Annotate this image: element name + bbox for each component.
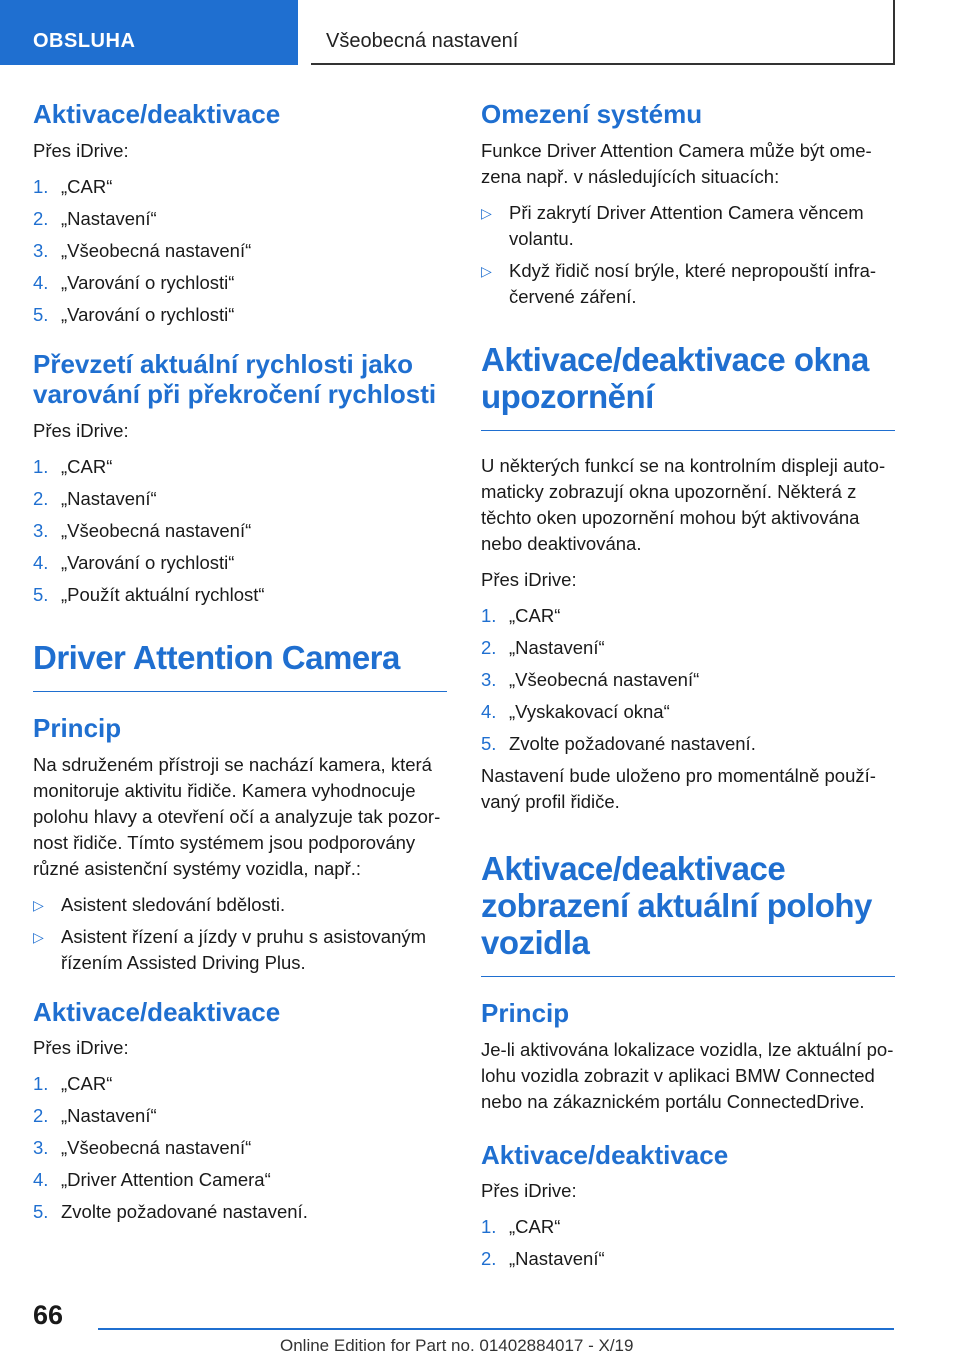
heading-rule <box>481 430 895 431</box>
bullet-item: ▷ Asistent řízení a jízdy v pruhu s asistovaným řízením Assisted Driving Plus. <box>33 925 427 973</box>
limits-text: Funkce Driver Attention Camera může být omezena např. v následujících situacích: <box>481 139 872 187</box>
heading-activation: Aktivace/deaktivace <box>33 99 281 129</box>
triangle-right-icon: ▷ <box>481 204 492 221</box>
heading-takeover-speed: Převzetí aktuální rychlosti jako varování při překročení rychlosti <box>33 348 437 409</box>
saved-text: Nastavení bude uloženo pro momentálně používaný profil řidiče. <box>481 764 876 812</box>
section-tab <box>0 0 298 65</box>
heading-warning-windows: Aktivace/deaktivace okna upozornění <box>481 340 869 415</box>
heading-principle: Princip <box>33 712 122 743</box>
heading-driver-attention-camera: Driver Attention Camera <box>33 638 400 676</box>
step-item: 2. „Nastavení“ <box>33 487 157 509</box>
steps-list <box>33 454 447 608</box>
steps-list <box>33 1071 447 1225</box>
steps-list <box>33 174 447 328</box>
step-item: 2. „Nastavení“ <box>481 636 605 658</box>
step-item: 3. „Všeobecná nastavení“ <box>33 239 252 261</box>
step-item: 4. „Varování o rychlosti“ <box>33 551 235 573</box>
via-idrive: Přes iDrive: <box>481 1180 577 1202</box>
principle-text: Na sdruženém přístroji se nachází kamera, která monitoruje aktivitu řidiče. Kamera vyhodnocuje polohu hlavy a otevření očí a analyzuje tak pozornost řidiče. Tímto systémem jsou podporovány různé asistenční systémy vozidla, např.: <box>33 753 441 879</box>
bullet-item: ▷ Asistent sledování bdělosti. <box>33 892 447 918</box>
step-item: 3. „Všeobecná nastavení“ <box>481 668 700 690</box>
bullet-list <box>481 200 895 310</box>
step-item: 1. „CAR“ <box>33 1073 113 1095</box>
step-item: 1. „CAR“ <box>481 604 561 626</box>
step-item: 5. „Použít aktuální rychlost“ <box>33 583 265 605</box>
heading-vehicle-position: Aktivace/deaktivace zobrazení aktuální polohy vozidla <box>481 849 872 961</box>
step-item: 2. „Nastavení“ <box>481 1248 605 1270</box>
chapter-header <box>311 0 895 65</box>
windows-text: U některých funkcí se na kontrolním displeji automaticky zobrazují okna upozornění. Některá z těchto oken upozornění mohou být aktivována nebo deaktivována. <box>481 454 886 554</box>
heading-activation: Aktivace/deaktivace <box>33 996 281 1027</box>
step-item: 2. „Nastavení“ <box>33 207 157 229</box>
page-number: 66 <box>33 1300 64 1330</box>
principle-text: Je-li aktivována lokalizace vozidla, lze aktuální polohu vozidla zobrazit v aplikaci BMW Connected nebo na zákaznickém portálu ConnectedDrive. <box>481 1038 894 1112</box>
steps-list <box>481 603 895 757</box>
step-item: 5. Zvolte požadované nastavení. <box>33 1201 308 1223</box>
step-item: 5. Zvolte požadované nastavení. <box>481 732 756 754</box>
via-idrive: Přes iDrive: <box>33 419 129 441</box>
bullet-item: ▷ Při zakrytí Driver Attention Camera věncem volantu. <box>481 201 864 249</box>
chapter-title: Všeobecná nastavení <box>326 30 519 52</box>
step-item: 4. „Varování o rychlosti“ <box>33 271 235 293</box>
footer-rule <box>98 1328 894 1330</box>
step-item: 3. „Všeobecná nastavení“ <box>33 1137 252 1159</box>
step-item: 4. „Vyskakovací okna“ <box>481 700 670 722</box>
steps-list <box>481 1214 895 1272</box>
triangle-right-icon: ▷ <box>481 262 492 279</box>
triangle-right-icon: ▷ <box>33 896 44 913</box>
via-idrive: Přes iDrive: <box>481 568 577 590</box>
bullet-list <box>33 892 447 976</box>
heading-activation: Aktivace/deaktivace <box>481 1139 729 1170</box>
step-item: 1. „CAR“ <box>33 455 113 477</box>
heading-principle: Princip <box>481 997 570 1028</box>
heading-system-limits: Omezení systému <box>481 99 703 129</box>
via-idrive: Přes iDrive: <box>33 1037 129 1059</box>
step-item: 1. „CAR“ <box>481 1216 561 1238</box>
via-idrive: Přes iDrive: <box>33 139 129 161</box>
bullet-item: ▷ Když řidič nosí brýle, které nepropouští infračervené záření. <box>481 259 877 307</box>
left-column <box>33 100 447 1231</box>
step-item: 1. „CAR“ <box>33 175 113 197</box>
step-item: 3. „Všeobecná nastavení“ <box>33 519 252 541</box>
triangle-right-icon: ▷ <box>33 928 44 945</box>
heading-rule <box>33 691 447 692</box>
section-label: OBSLUHA <box>33 30 136 52</box>
footer-edition: Online Edition for Part no. 01402884017 - X/19 <box>280 1336 634 1355</box>
right-column <box>481 100 895 1278</box>
step-item: 2. „Nastavení“ <box>33 1105 157 1127</box>
heading-rule <box>481 976 895 977</box>
step-item: 5. „Varování o rychlosti“ <box>33 303 235 325</box>
step-item: 4. „Driver Attention Camera“ <box>33 1169 271 1191</box>
